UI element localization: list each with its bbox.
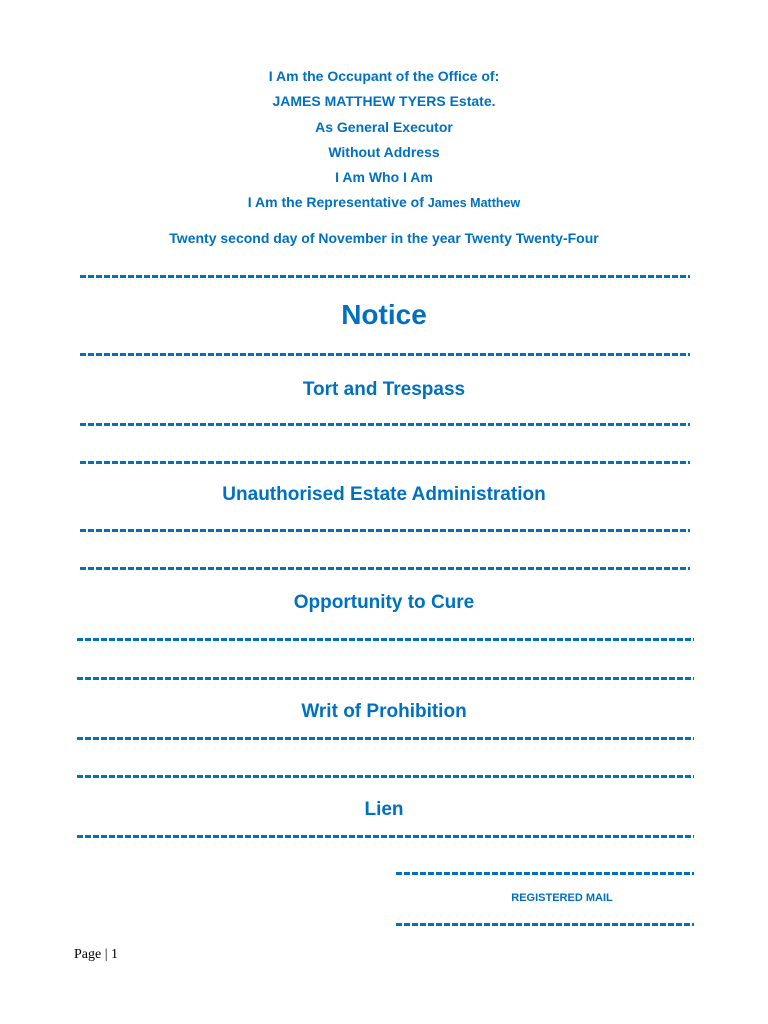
representative-text: I Am the Representative of bbox=[247, 194, 428, 210]
divider-line bbox=[77, 764, 694, 786]
divider-line bbox=[77, 666, 694, 688]
divider-line bbox=[80, 518, 690, 540]
address-line: Without Address bbox=[328, 144, 440, 160]
divider-line bbox=[77, 824, 694, 846]
divider-line bbox=[80, 450, 690, 472]
divider-line bbox=[77, 726, 694, 748]
registered-mail-label: REGISTERED MAIL bbox=[511, 892, 613, 904]
i-am-line: I Am Who I Am bbox=[335, 169, 433, 185]
date-line: Twenty second day of November in the year Twenty Twenty-Four bbox=[169, 230, 599, 246]
estate-name-line: JAMES MATTHEW TYERS Estate. bbox=[272, 93, 496, 109]
writ-of-prohibition-heading: Writ of Prohibition bbox=[301, 701, 467, 722]
executor-line: As General Executor bbox=[315, 119, 453, 135]
divider-line bbox=[80, 342, 690, 364]
tort-trespass-heading: Tort and Trespass bbox=[302, 379, 466, 400]
divider-line bbox=[77, 627, 694, 649]
notice-title: Notice bbox=[341, 299, 427, 330]
representative-line bbox=[0, 194, 768, 210]
representative-name: James Matthew bbox=[427, 196, 521, 210]
page-number: Page | 1 bbox=[74, 947, 119, 962]
mail-divider-bottom bbox=[396, 912, 694, 934]
occupant-line: I Am the Occupant of the Office of: bbox=[268, 68, 500, 84]
mail-divider-top bbox=[396, 861, 694, 883]
divider-line bbox=[80, 264, 690, 286]
divider-line bbox=[80, 412, 690, 434]
divider-line bbox=[80, 556, 690, 578]
lien-heading: Lien bbox=[364, 799, 404, 820]
unauthorised-administration-heading: Unauthorised Estate Administration bbox=[222, 484, 546, 505]
opportunity-to-cure-heading: Opportunity to Cure bbox=[293, 592, 475, 613]
